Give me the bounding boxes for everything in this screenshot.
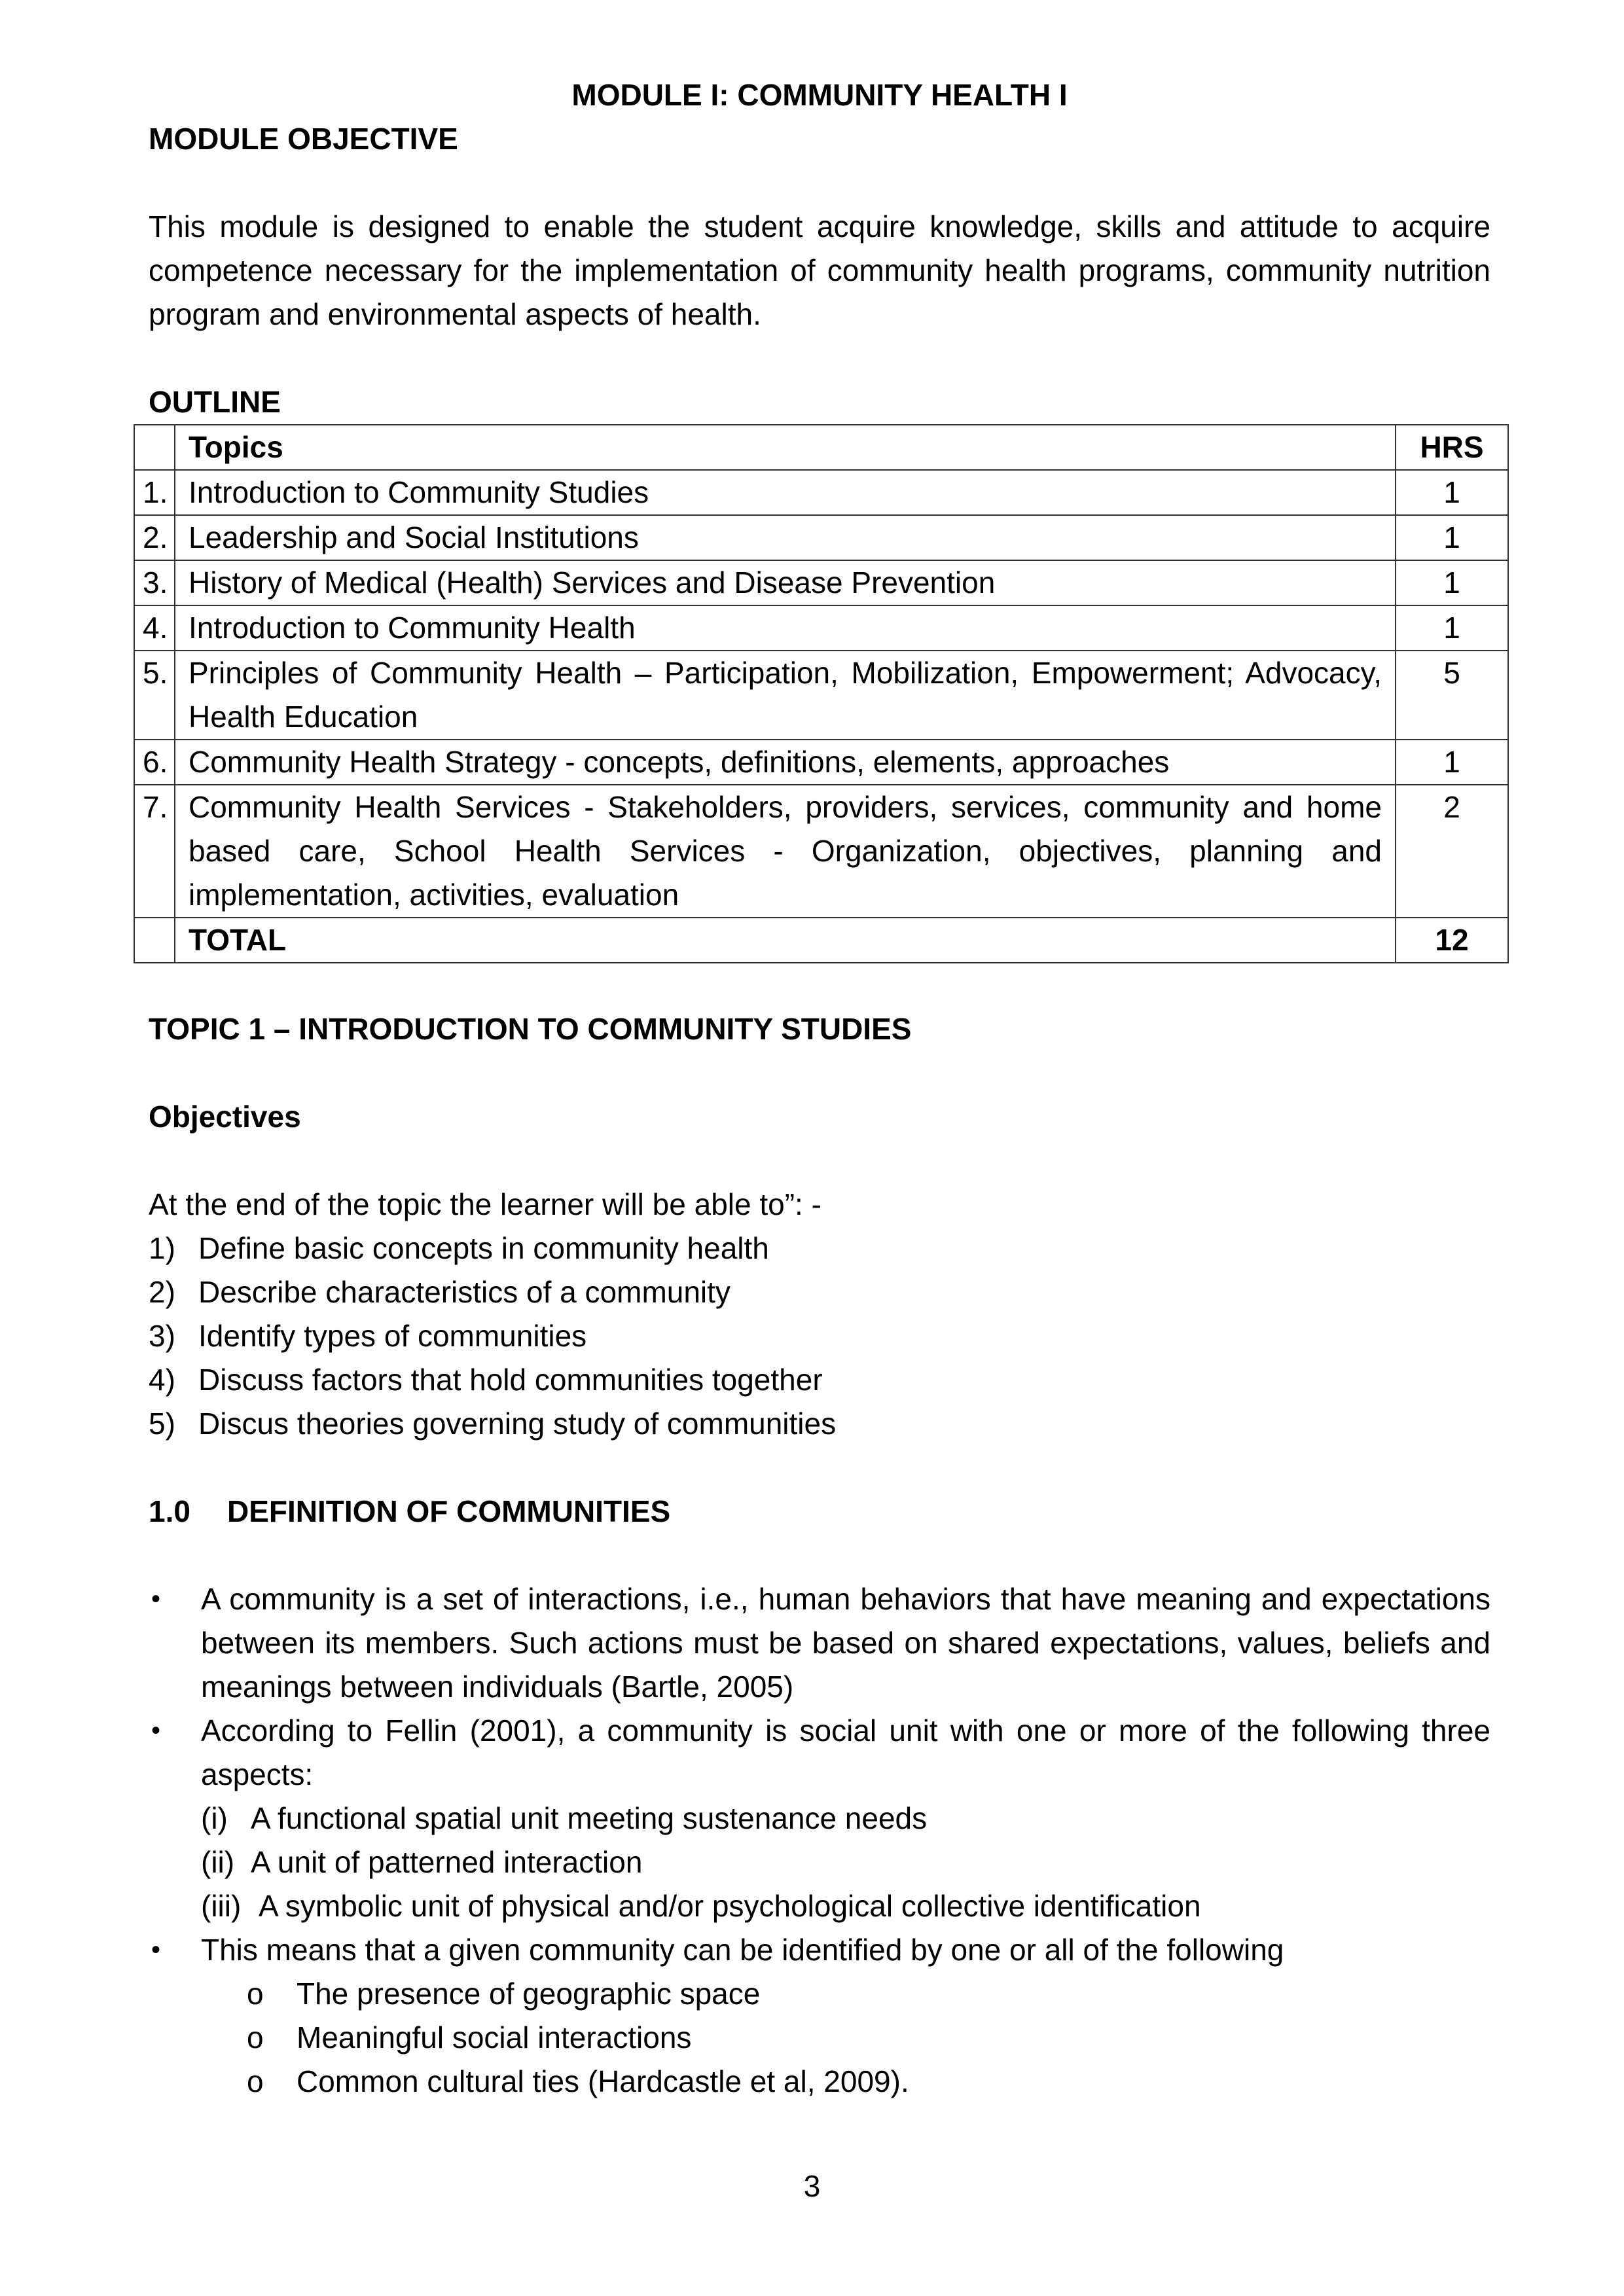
total-num-cell bbox=[134, 918, 175, 963]
section-heading bbox=[149, 1490, 1490, 1534]
list-number: 2) bbox=[149, 1275, 175, 1309]
spacer bbox=[149, 963, 1490, 1007]
topic-heading: TOPIC 1 – INTRODUCTION TO COMMUNITY STUDIES bbox=[149, 1012, 912, 1046]
objectives-heading: Objectives bbox=[149, 1100, 301, 1134]
aspect-item bbox=[201, 1884, 1490, 1928]
list-item bbox=[149, 1314, 1490, 1358]
sub-bullet-icon: o bbox=[247, 2020, 264, 2054]
header-topics-cell: Topics bbox=[175, 425, 1396, 470]
module-objective-heading: MODULE OBJECTIVE bbox=[149, 122, 458, 156]
definition-list bbox=[149, 1577, 1490, 1972]
list-text: Identify types of communities bbox=[198, 1319, 587, 1353]
list-number: 1) bbox=[149, 1231, 175, 1265]
bullet-icon: • bbox=[151, 1585, 161, 1613]
row-num: 4. bbox=[134, 605, 175, 651]
outline-heading: OUTLINE bbox=[149, 385, 281, 419]
spacer bbox=[149, 1139, 1490, 1183]
bullet-text: According to Fellin (2001), a community is social unit with one or more of the following three aspects: bbox=[201, 1713, 1490, 1791]
sub-bullet-icon: o bbox=[247, 1977, 264, 2011]
aspect-item bbox=[201, 1840, 1490, 1884]
list-text: Define basic concepts in community health bbox=[198, 1231, 769, 1265]
bullet-item bbox=[149, 1709, 1490, 1928]
row-hrs: 2 bbox=[1396, 785, 1508, 918]
spacer bbox=[149, 161, 1490, 205]
section-number: 1.0 bbox=[149, 1494, 190, 1528]
bullet-text: A community is a set of interactions, i.e., human behaviors that have meaning and expectations between its members. Such actions must be based on shared expectations, values, beliefs and meanings between individuals (Bartle, 2005) bbox=[201, 1582, 1490, 1704]
total-hrs: 12 bbox=[1396, 918, 1508, 963]
page-number: 3 bbox=[803, 2169, 821, 2203]
row-hrs: 1 bbox=[1396, 560, 1508, 605]
list-text: Discus theories governing study of communities bbox=[198, 1407, 837, 1441]
list-item bbox=[149, 1402, 1490, 1446]
table-row bbox=[134, 470, 1508, 515]
outline-table bbox=[134, 424, 1509, 963]
table-row bbox=[134, 560, 1508, 605]
spacer bbox=[149, 1446, 1490, 1490]
spacer bbox=[149, 336, 1490, 380]
row-num: 6. bbox=[134, 740, 175, 785]
sub-list-item bbox=[149, 1972, 1490, 2016]
row-hrs: 1 bbox=[1396, 515, 1508, 560]
row-num: 2. bbox=[134, 515, 175, 560]
aspect-text: A unit of patterned interaction bbox=[251, 1845, 643, 1879]
list-item bbox=[149, 1358, 1490, 1402]
row-topic: Introduction to Community Studies bbox=[175, 470, 1396, 515]
bullet-icon: • bbox=[151, 1935, 161, 1964]
sub-item-text: The presence of geographic space bbox=[297, 1977, 761, 2011]
bullet-item bbox=[149, 1577, 1490, 1709]
table-total-row bbox=[134, 918, 1508, 963]
aspect-number: (iii) bbox=[201, 1889, 242, 1923]
list-text: Describe characteristics of a community bbox=[198, 1275, 731, 1309]
row-topic: Leadership and Social Institutions bbox=[175, 515, 1396, 560]
aspect-text: A functional spatial unit meeting sustenance needs bbox=[251, 1801, 928, 1835]
sub-list-item bbox=[149, 2016, 1490, 2060]
objectives-list bbox=[149, 1227, 1490, 1446]
list-number: 5) bbox=[149, 1407, 175, 1441]
header-num-cell bbox=[134, 425, 175, 470]
aspect-number: (ii) bbox=[201, 1845, 235, 1879]
row-num: 7. bbox=[134, 785, 175, 918]
header-hrs-cell: HRS bbox=[1396, 425, 1508, 470]
objectives-intro: At the end of the topic the learner will be able to”: - bbox=[149, 1187, 821, 1221]
sub-bullet-icon: o bbox=[247, 2064, 264, 2098]
spacer bbox=[149, 1051, 1490, 1095]
list-text: Discuss factors that hold communities together bbox=[198, 1363, 823, 1397]
sub-item-text: Meaningful social interactions bbox=[297, 2020, 692, 2054]
aspect-number: (i) bbox=[201, 1801, 228, 1835]
row-topic: Introduction to Community Health bbox=[175, 605, 1396, 651]
bullet-item bbox=[149, 1928, 1490, 1972]
spacer bbox=[149, 1534, 1490, 1577]
row-hrs: 1 bbox=[1396, 470, 1508, 515]
page-content bbox=[143, 73, 1490, 2104]
row-topic: Community Health Strategy - concepts, definitions, elements, approaches bbox=[175, 740, 1396, 785]
table-row bbox=[134, 785, 1508, 918]
row-topic: History of Medical (Health) Services and Disease Prevention bbox=[175, 560, 1396, 605]
bullet-content bbox=[201, 1709, 1490, 1928]
bullet-text: This means that a given community can be identified by one or all of the following bbox=[201, 1933, 1284, 1967]
table-row bbox=[134, 740, 1508, 785]
table-row bbox=[134, 605, 1508, 651]
list-item bbox=[149, 1227, 1490, 1270]
row-hrs: 5 bbox=[1396, 651, 1508, 740]
page-title: MODULE I: COMMUNITY HEALTH I bbox=[571, 78, 1068, 112]
sub-list-item bbox=[149, 2060, 1490, 2104]
row-topic: Principles of Community Health – Participation, Mobilization, Empowerment; Advocacy, Health Education bbox=[175, 651, 1396, 740]
table-header-row bbox=[134, 425, 1508, 470]
list-number: 4) bbox=[149, 1363, 175, 1397]
row-num: 5. bbox=[134, 651, 175, 740]
section-title: DEFINITION OF COMMUNITIES bbox=[227, 1494, 671, 1528]
row-num: 3. bbox=[134, 560, 175, 605]
total-label: TOTAL bbox=[175, 918, 1396, 963]
aspect-item bbox=[201, 1797, 1490, 1840]
module-objective-text: This module is designed to enable the student acquire knowledge, skills and attitude to acquire competence necessary for the implementation of community health programs, community nutrition program and environmental aspects of health. bbox=[149, 209, 1490, 331]
sub-item-text: Common cultural ties (Hardcastle et al, 2009). bbox=[297, 2064, 909, 2098]
row-hrs: 1 bbox=[1396, 740, 1508, 785]
table-row bbox=[134, 515, 1508, 560]
aspect-text: A symbolic unit of physical and/or psychological collective identification bbox=[259, 1889, 1201, 1923]
bullet-icon: • bbox=[151, 1716, 161, 1745]
row-hrs: 1 bbox=[1396, 605, 1508, 651]
row-num: 1. bbox=[134, 470, 175, 515]
list-number: 3) bbox=[149, 1319, 175, 1353]
table-row bbox=[134, 651, 1508, 740]
list-item bbox=[149, 1270, 1490, 1314]
row-topic: Community Health Services - Stakeholders, providers, services, community and home based care, School Health Services - Organization, objectives, planning and implementation, activities, evaluation bbox=[175, 785, 1396, 918]
